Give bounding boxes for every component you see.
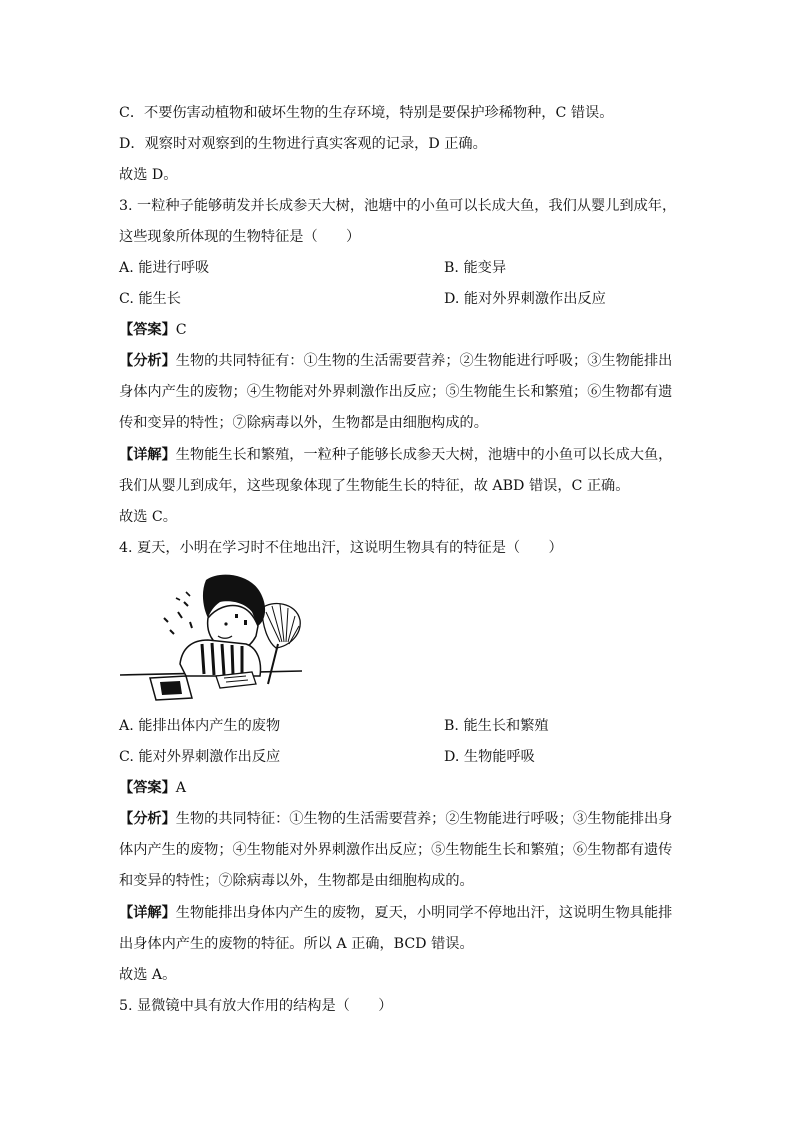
q4-analysis-line3: 和变异的特性；⑦除病毒以外，生物都是由细胞构成的。: [119, 873, 474, 889]
q3-answer: [119, 320, 187, 340]
analysis-text: 生物的共同特征：①生物的生活需要营养；②生物能进行呼吸；③生物能排出身: [175, 811, 673, 827]
analysis-tag: 【分析】: [119, 353, 176, 369]
q3-analysis-line2: 身体内产生的废物；④生物能对外界刺激作出反应；⑤生物能生长和繁殖；⑥生物都有遗: [119, 384, 673, 400]
answer-value: A: [175, 780, 187, 796]
q3-detail-line1: [119, 445, 672, 465]
explanation-line-d: D．观察时对观察到的生物进行真实客观的记录，D 正确。: [119, 136, 487, 152]
detail-text: 生物能排出身体内产生的废物，夏天，小明同学不停地出汗，这说明生物具能排: [175, 905, 673, 921]
q3-detail-line2: 我们从婴儿到成年，这些现象体现了生物能生长的特征，故 ABD 错误，C 正确。: [119, 478, 630, 494]
q5-stem: 5. 显微镜中具有放大作用的结构是（ ）: [119, 998, 393, 1014]
q3-option-a: A. 能进行呼吸: [119, 260, 210, 276]
q3-option-b: B. 能变异: [444, 260, 507, 276]
q4-analysis-line2: 体内产生的废物；④生物能对外界刺激作出反应；⑤生物能生长和繁殖；⑥生物都有遗传: [119, 842, 673, 858]
q3-stem-line1: 3. 一粒种子能够萌发并长成参天大树，池塘中的小鱼可以长成大鱼，我们从婴儿到成年，: [119, 198, 677, 214]
q4-stem: 4. 夏天，小明在学习时不住地出汗，这说明生物具有的特征是（ ）: [119, 540, 563, 556]
q4-option-c: C. 能对外界刺激作出反应: [119, 749, 281, 765]
analysis-text: 生物的共同特征有：①生物的生活需要营养；②生物能进行呼吸；③生物能排出: [175, 353, 673, 369]
detail-tag: 【详解】: [119, 905, 176, 921]
q4-detail-line1: [119, 903, 672, 923]
answer-tag: 【答案】: [119, 780, 176, 796]
q4-analysis-line1: [119, 809, 672, 829]
q4-answer: [119, 778, 186, 798]
q4-option-d: D. 生物能呼吸: [444, 749, 535, 765]
explanation-line-c: C．不要伤害动植物和破坏生物的生存环境，特别是要保护珍稀物种，C 错误。: [119, 105, 614, 121]
q3-stem-line2: 这些现象所体现的生物特征是（ ）: [119, 229, 361, 245]
answer-tag: 【答案】: [119, 322, 176, 338]
sweating-boy-illustration: [120, 572, 302, 708]
q3-option-c: C. 能生长: [119, 291, 181, 307]
q4-option-b: B. 能生长和繁殖: [444, 718, 549, 734]
q3-analysis-line3: 传和变异的特性；⑦除病毒以外，生物都是由细胞构成的。: [119, 415, 488, 431]
q3-conclusion: 故选 C。: [119, 509, 177, 525]
detail-tag: 【详解】: [119, 447, 176, 463]
q4-detail-line2: 出身体内产生的废物的特征。所以 A 正确，BCD 错误。: [119, 936, 474, 952]
detail-text: 生物能生长和繁殖，一粒种子能够长成参天大树，池塘中的小鱼可以长成大鱼，: [175, 447, 673, 463]
q4-option-a: A. 能排出体内产生的废物: [119, 718, 281, 734]
q3-option-d: D. 能对外界刺激作出反应: [444, 291, 606, 307]
q4-conclusion: 故选 A。: [119, 967, 177, 983]
q3-analysis-line1: [119, 351, 672, 371]
conclusion-q2: 故选 D。: [119, 167, 178, 183]
analysis-tag: 【分析】: [119, 811, 176, 827]
answer-value: C: [175, 322, 187, 338]
